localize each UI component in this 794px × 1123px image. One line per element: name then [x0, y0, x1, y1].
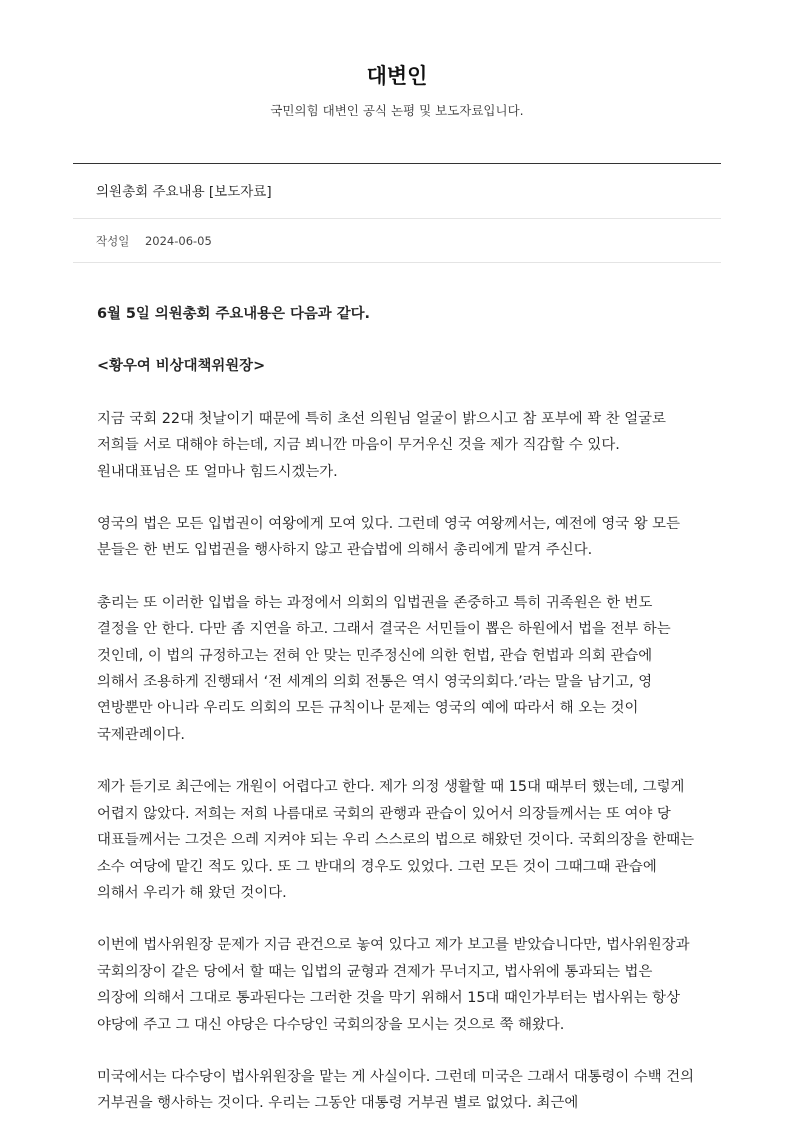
site-title[interactable]: 대변인: [366, 64, 428, 88]
paragraph: 제가 듣기로 최근에는 개원이 어렵다고 한다. 제가 의정 생활할 때 15대 때부터 했는데, 그렇게 어렵지 않았다. 저희는 저희 나름대로 국회의 관행과 관습이 있어서 의장들께서는 또 여야 당 대표들께서는 그것은 으레 지켜야 되는 우리 스스로의 법으로 해왔던 것이다. 국회의장을 한때는 소수 여당에 맡긴 적도 있다. 또 그 반대의 경우도 있었다. 그런 모든 것이 그때그때 관습에 의해서 우리가 해 왔던 것이다.: [97, 779, 695, 901]
date-label: 작성일: [96, 234, 130, 248]
paragraph: 지금 국회 22대 첫날이기 때문에 특히 초선 의원님 얼굴이 밝으시고 참 포부에 꽉 찬 얼굴로 저희들 서로 대해야 하는데, 지금 뵈니깐 마음이 무거우신 것을 제가 직감할 수 있다. 원내대표님은 또 얼마나 힘드시겠는가.: [97, 410, 666, 480]
article-meta: [73, 219, 721, 263]
paragraph: 6월 5일 의원총회 주요내용은 다음과 같다.: [97, 306, 370, 322]
site-description: 국민의힘 대변인 공식 논평 및 보도자료입니다.: [270, 103, 524, 118]
paragraph: 총리는 또 이러한 입법을 하는 과정에서 의회의 입법권을 존중하고 특히 귀족원은 한 번도 결정을 안 한다. 다만 좀 지연을 하고. 그래서 결국은 서민들이 뽑은 하원에서 법을 전부 하는 것인데, 이 법의 규정하고는 전혀 안 맞는 민주정신에 의한 헌법, 관습 헌법과 의회 관습에 의해서 조용하게 진행돼서 ‘전 세계의 의회 전통은 역시 영국의회다.’라는 말을 남기고, 영 연방뿐만 아니라 우리도 의회의 모든 규칙이나 문제는 영국의 예에 따라서 해 오는 것이 국제관례이다.: [97, 594, 671, 743]
paragraph: 영국의 법은 모든 입법권이 여왕에게 모여 있다. 그런데 영국 여왕께서는, 예전에 영국 왕 모든 분들은 한 번도 입법권을 행사하지 않고 관습법에 의해서 총리에게 맡겨 주신다.: [97, 516, 680, 559]
publish-date: 2024-06-05: [144, 234, 212, 248]
article: [73, 163, 721, 1117]
article-title: 의원총회 주요내용 [보도자료]: [73, 164, 721, 219]
paragraph: 이번에 법사위원장 문제가 지금 관건으로 놓여 있다고 제가 보고를 받았습니다만, 법사위원장과 국회의장이 같은 당에서 할 때는 입법의 균형과 견제가 무너지고, 법사위에 통과되는 법은 의장에 의해서 그대로 통과된다는 그러한 것을 막기 위해서 15대 때인가부터는 법사위는 항상 야당에 주고 그 대신 야당은 다수당인 국회의장을 모시는 것으로 쭉 해왔다.: [97, 937, 690, 1033]
paragraph: 미국에서는 다수당이 법사위원장을 맡는 게 사실이다. 그런데 미국은 그래서 대통령이 수백 건의 거부권을 행사하는 것이다. 우리는 그동안 대통령 거부권 별로 없었다. 최근에: [97, 1068, 695, 1112]
speaker-heading: <황우여 비상대책위원장>: [97, 358, 266, 375]
article-body: [73, 263, 721, 1117]
site-header: [0, 0, 794, 118]
